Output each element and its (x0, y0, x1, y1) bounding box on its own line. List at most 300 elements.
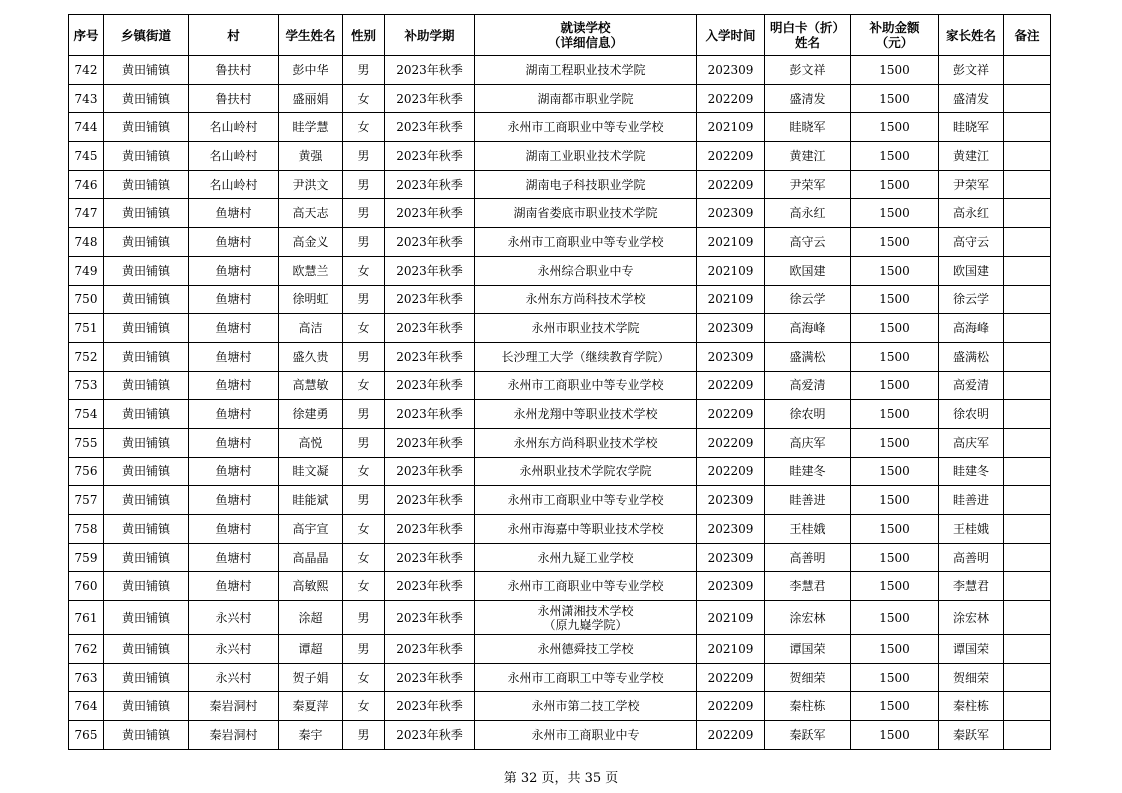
cell-amount: 1500 (851, 314, 939, 343)
cell-gender: 女 (343, 543, 385, 572)
cell-enroll-date: 202109 (697, 113, 765, 142)
subsidy-table (68, 14, 1051, 750)
cell-remark (1004, 428, 1051, 457)
cell-town: 黄田铺镇 (104, 400, 189, 429)
cell-remark (1004, 721, 1051, 750)
cell-card-name: 谭国荣 (765, 635, 851, 664)
cell-amount: 1500 (851, 400, 939, 429)
cell-amount: 1500 (851, 113, 939, 142)
cell-amount: 1500 (851, 635, 939, 664)
header-enroll-date: 入学时间 (697, 15, 765, 56)
cell-school-line: 湖南工程职业技术学院 (525, 62, 646, 77)
cell-school (475, 400, 697, 429)
cell-amount: 1500 (851, 457, 939, 486)
cell-parent-name: 黄建江 (939, 142, 1004, 171)
cell-school-line: 永州市海嘉中等职业技术学校 (507, 521, 664, 536)
cell-gender: 男 (343, 285, 385, 314)
cell-remark (1004, 113, 1051, 142)
cell-remark (1004, 572, 1051, 601)
cell-school (475, 142, 697, 171)
cell-card-name: 高海峰 (765, 314, 851, 343)
cell-village: 鱼塘村 (189, 285, 279, 314)
cell-parent-name: 彭文祥 (939, 56, 1004, 85)
cell-seq: 761 (69, 601, 104, 635)
table-row (69, 228, 1051, 257)
cell-term: 2023年秋季 (385, 371, 475, 400)
cell-gender: 男 (343, 400, 385, 429)
cell-school-line: 湖南都市职业学院 (537, 91, 634, 106)
cell-seq: 762 (69, 635, 104, 664)
table-row (69, 285, 1051, 314)
cell-student-name: 尹洪文 (279, 170, 343, 199)
cell-student-name: 高天志 (279, 199, 343, 228)
cell-student-name: 高洁 (279, 314, 343, 343)
cell-school (475, 721, 697, 750)
cell-card-name: 秦跃军 (765, 721, 851, 750)
table-row (69, 142, 1051, 171)
cell-school (475, 285, 697, 314)
cell-school (475, 56, 697, 85)
cell-village: 鲁扶村 (189, 84, 279, 113)
cell-seq: 754 (69, 400, 104, 429)
cell-gender: 男 (343, 601, 385, 635)
cell-student-name: 高宇宣 (279, 515, 343, 544)
cell-town: 黄田铺镇 (104, 199, 189, 228)
cell-school-line: 永州市第二技工学校 (531, 699, 640, 714)
cell-student-name: 高悦 (279, 428, 343, 457)
cell-card-name: 秦柱栋 (765, 692, 851, 721)
cell-seq: 751 (69, 314, 104, 343)
cell-parent-name: 高庆军 (939, 428, 1004, 457)
cell-remark (1004, 515, 1051, 544)
cell-student-name: 秦夏萍 (279, 692, 343, 721)
cell-student-name: 贺子娟 (279, 663, 343, 692)
cell-village: 鱼塘村 (189, 486, 279, 515)
cell-town: 黄田铺镇 (104, 228, 189, 257)
cell-enroll-date: 202309 (697, 199, 765, 228)
cell-enroll-date: 202309 (697, 342, 765, 371)
cell-school-line: 永州市工商职业中等专业学校 (507, 120, 664, 135)
cell-amount: 1500 (851, 371, 939, 400)
cell-town: 黄田铺镇 (104, 721, 189, 750)
cell-student-name: 盛久贵 (279, 342, 343, 371)
cell-enroll-date: 202209 (697, 170, 765, 199)
cell-student-name: 高金义 (279, 228, 343, 257)
cell-town: 黄田铺镇 (104, 635, 189, 664)
cell-seq: 760 (69, 572, 104, 601)
cell-remark (1004, 400, 1051, 429)
cell-school-line: 长沙理工大学（继续教育学院） (501, 349, 670, 364)
cell-village: 鱼塘村 (189, 543, 279, 572)
cell-card-name: 眭善进 (765, 486, 851, 515)
header-gender: 性别 (343, 15, 385, 56)
cell-gender: 男 (343, 342, 385, 371)
cell-parent-name: 欧国建 (939, 256, 1004, 285)
cell-seq: 765 (69, 721, 104, 750)
cell-term: 2023年秋季 (385, 314, 475, 343)
cell-enroll-date: 202309 (697, 314, 765, 343)
cell-school (475, 256, 697, 285)
cell-village: 永兴村 (189, 601, 279, 635)
cell-student-name: 谭超 (279, 635, 343, 664)
cell-seq: 750 (69, 285, 104, 314)
cell-village: 鱼塘村 (189, 256, 279, 285)
cell-seq: 747 (69, 199, 104, 228)
header-row (69, 15, 1051, 56)
cell-enroll-date: 202209 (697, 400, 765, 429)
cell-remark (1004, 142, 1051, 171)
cell-card-name: 徐农明 (765, 400, 851, 429)
cell-school-line: 永州市工商职业中等专业学校 (507, 579, 664, 594)
cell-village: 秦岩洞村 (189, 692, 279, 721)
cell-parent-name: 王桂娥 (939, 515, 1004, 544)
cell-enroll-date: 202109 (697, 228, 765, 257)
cell-enroll-date: 202309 (697, 543, 765, 572)
table-row (69, 428, 1051, 457)
cell-student-name: 高敏熙 (279, 572, 343, 601)
cell-card-name: 李慧君 (765, 572, 851, 601)
table-row (69, 56, 1051, 85)
cell-town: 黄田铺镇 (104, 256, 189, 285)
cell-gender: 男 (343, 228, 385, 257)
cell-remark (1004, 314, 1051, 343)
cell-village: 鲁扶村 (189, 56, 279, 85)
table-row (69, 543, 1051, 572)
cell-school (475, 515, 697, 544)
cell-student-name: 高晶晶 (279, 543, 343, 572)
cell-enroll-date: 202109 (697, 285, 765, 314)
cell-student-name: 欧慧兰 (279, 256, 343, 285)
cell-village: 秦岩洞村 (189, 721, 279, 750)
header-seq: 序号 (69, 15, 104, 56)
cell-gender: 女 (343, 113, 385, 142)
cell-gender: 男 (343, 635, 385, 664)
cell-parent-name: 秦跃军 (939, 721, 1004, 750)
cell-term: 2023年秋季 (385, 56, 475, 85)
cell-term: 2023年秋季 (385, 721, 475, 750)
cell-enroll-date: 202209 (697, 457, 765, 486)
cell-school (475, 199, 697, 228)
cell-school-line: 湖南省娄底市职业技术学院 (513, 206, 658, 221)
cell-parent-name: 高爱清 (939, 371, 1004, 400)
cell-card-name: 涂宏林 (765, 601, 851, 635)
cell-remark (1004, 663, 1051, 692)
cell-amount: 1500 (851, 692, 939, 721)
cell-gender: 男 (343, 721, 385, 750)
cell-school (475, 486, 697, 515)
cell-amount: 1500 (851, 285, 939, 314)
cell-card-name: 盛清发 (765, 84, 851, 113)
cell-enroll-date: 202309 (697, 56, 765, 85)
cell-seq: 742 (69, 56, 104, 85)
cell-school-line: 永州综合职业中专 (537, 263, 634, 278)
cell-student-name: 眭文凝 (279, 457, 343, 486)
cell-school-line: 永州潇湘技术学校 (537, 603, 634, 618)
cell-school-line: 湖南工业职业技术学院 (525, 148, 646, 163)
table-row (69, 486, 1051, 515)
cell-parent-name: 高海峰 (939, 314, 1004, 343)
cell-term: 2023年秋季 (385, 400, 475, 429)
cell-gender: 女 (343, 572, 385, 601)
cell-seq: 759 (69, 543, 104, 572)
cell-village: 鱼塘村 (189, 371, 279, 400)
header-school-line1: 就读学校 (560, 20, 611, 35)
header-card-line2: 姓名 (794, 35, 820, 50)
cell-remark (1004, 457, 1051, 486)
cell-town: 黄田铺镇 (104, 342, 189, 371)
header-parent-name: 家长姓名 (939, 15, 1004, 56)
cell-student-name: 秦宇 (279, 721, 343, 750)
cell-card-name: 欧国建 (765, 256, 851, 285)
header-amount-line1: 补助金额 (869, 20, 920, 35)
cell-parent-name: 尹荣军 (939, 170, 1004, 199)
cell-student-name: 徐明虹 (279, 285, 343, 314)
cell-amount: 1500 (851, 428, 939, 457)
cell-school-line: 湖南电子科技职业学院 (525, 177, 646, 192)
cell-school (475, 314, 697, 343)
cell-student-name: 眭学慧 (279, 113, 343, 142)
cell-town: 黄田铺镇 (104, 285, 189, 314)
cell-town: 黄田铺镇 (104, 314, 189, 343)
cell-gender: 女 (343, 84, 385, 113)
cell-term: 2023年秋季 (385, 663, 475, 692)
cell-school (475, 113, 697, 142)
cell-student-name: 眭能斌 (279, 486, 343, 515)
cell-village: 鱼塘村 (189, 428, 279, 457)
cell-seq: 752 (69, 342, 104, 371)
cell-gender: 女 (343, 256, 385, 285)
cell-village: 鱼塘村 (189, 572, 279, 601)
cell-parent-name: 盛清发 (939, 84, 1004, 113)
cell-town: 黄田铺镇 (104, 371, 189, 400)
cell-school-line: 永州市职业技术学院 (531, 321, 640, 336)
cell-remark (1004, 256, 1051, 285)
cell-card-name: 高爱清 (765, 371, 851, 400)
cell-gender: 男 (343, 56, 385, 85)
cell-parent-name: 高永红 (939, 199, 1004, 228)
cell-gender: 男 (343, 170, 385, 199)
cell-card-name: 尹荣军 (765, 170, 851, 199)
cell-remark (1004, 543, 1051, 572)
cell-gender: 男 (343, 199, 385, 228)
cell-remark (1004, 56, 1051, 85)
header-remark: 备注 (1004, 15, 1051, 56)
cell-card-name: 眭建冬 (765, 457, 851, 486)
table-row (69, 572, 1051, 601)
cell-card-name: 王桂娥 (765, 515, 851, 544)
cell-term: 2023年秋季 (385, 572, 475, 601)
cell-village: 名山岭村 (189, 142, 279, 171)
cell-term: 2023年秋季 (385, 285, 475, 314)
cell-school-line: 永州九疑工业学校 (537, 550, 634, 565)
cell-card-name: 高善明 (765, 543, 851, 572)
cell-card-name: 徐云学 (765, 285, 851, 314)
cell-student-name: 黄强 (279, 142, 343, 171)
cell-school-line: 永州龙翔中等职业技术学校 (513, 407, 658, 422)
cell-remark (1004, 692, 1051, 721)
cell-remark (1004, 228, 1051, 257)
cell-town: 黄田铺镇 (104, 601, 189, 635)
cell-enroll-date: 202309 (697, 486, 765, 515)
cell-term: 2023年秋季 (385, 228, 475, 257)
cell-village: 鱼塘村 (189, 342, 279, 371)
table-row (69, 515, 1051, 544)
cell-enroll-date: 202209 (697, 84, 765, 113)
cell-amount: 1500 (851, 199, 939, 228)
cell-remark (1004, 84, 1051, 113)
cell-parent-name: 贺细荣 (939, 663, 1004, 692)
cell-seq: 744 (69, 113, 104, 142)
table-row (69, 400, 1051, 429)
cell-village: 名山岭村 (189, 170, 279, 199)
cell-village: 鱼塘村 (189, 228, 279, 257)
cell-seq: 749 (69, 256, 104, 285)
cell-enroll-date: 202109 (697, 601, 765, 635)
table-row (69, 692, 1051, 721)
cell-town: 黄田铺镇 (104, 142, 189, 171)
cell-amount: 1500 (851, 342, 939, 371)
cell-parent-name: 李慧君 (939, 572, 1004, 601)
cell-card-name: 高庆军 (765, 428, 851, 457)
cell-parent-name: 高守云 (939, 228, 1004, 257)
cell-parent-name: 谭国荣 (939, 635, 1004, 664)
cell-seq: 764 (69, 692, 104, 721)
cell-term: 2023年秋季 (385, 84, 475, 113)
header-amount (851, 15, 939, 56)
cell-remark (1004, 371, 1051, 400)
cell-seq: 755 (69, 428, 104, 457)
cell-remark (1004, 342, 1051, 371)
cell-term: 2023年秋季 (385, 256, 475, 285)
cell-student-name: 高慧敏 (279, 371, 343, 400)
cell-school (475, 635, 697, 664)
cell-amount: 1500 (851, 663, 939, 692)
cell-amount: 1500 (851, 486, 939, 515)
cell-village: 永兴村 (189, 635, 279, 664)
page-footer: 第 32 页，共 35 页 (503, 771, 619, 786)
cell-town: 黄田铺镇 (104, 428, 189, 457)
table-row (69, 199, 1051, 228)
cell-school (475, 663, 697, 692)
cell-gender: 女 (343, 371, 385, 400)
cell-parent-name: 徐农明 (939, 400, 1004, 429)
cell-school (475, 543, 697, 572)
table-row (69, 314, 1051, 343)
cell-seq: 743 (69, 84, 104, 113)
cell-enroll-date: 202309 (697, 515, 765, 544)
cell-card-name: 高守云 (765, 228, 851, 257)
cell-school-line: 永州东方尚科技术学校 (525, 292, 646, 307)
cell-village: 永兴村 (189, 663, 279, 692)
header-town: 乡镇街道 (104, 15, 189, 56)
table-row (69, 342, 1051, 371)
cell-term: 2023年秋季 (385, 199, 475, 228)
table-row (69, 663, 1051, 692)
cell-amount: 1500 (851, 170, 939, 199)
cell-remark (1004, 285, 1051, 314)
cell-seq: 758 (69, 515, 104, 544)
cell-amount: 1500 (851, 84, 939, 113)
table-row (69, 601, 1051, 635)
header-card-line1: 明白卡（折） (769, 20, 845, 35)
cell-town: 黄田铺镇 (104, 543, 189, 572)
table-row (69, 635, 1051, 664)
header-subsidy-term: 补助学期 (385, 15, 475, 56)
cell-town: 黄田铺镇 (104, 113, 189, 142)
cell-parent-name: 眭善进 (939, 486, 1004, 515)
cell-enroll-date: 202109 (697, 635, 765, 664)
cell-gender: 男 (343, 486, 385, 515)
cell-gender: 女 (343, 314, 385, 343)
cell-parent-name: 涂宏林 (939, 601, 1004, 635)
cell-card-name: 黄建江 (765, 142, 851, 171)
cell-gender: 男 (343, 428, 385, 457)
cell-seq: 748 (69, 228, 104, 257)
cell-amount: 1500 (851, 228, 939, 257)
cell-term: 2023年秋季 (385, 170, 475, 199)
cell-village: 名山岭村 (189, 113, 279, 142)
cell-enroll-date: 202209 (697, 428, 765, 457)
cell-card-name: 贺细荣 (765, 663, 851, 692)
cell-town: 黄田铺镇 (104, 457, 189, 486)
cell-remark (1004, 601, 1051, 635)
cell-school (475, 601, 697, 635)
cell-gender: 女 (343, 692, 385, 721)
cell-town: 黄田铺镇 (104, 663, 189, 692)
cell-village: 鱼塘村 (189, 457, 279, 486)
header-school (475, 15, 697, 56)
table-row (69, 371, 1051, 400)
header-card-name (765, 15, 851, 56)
cell-town: 黄田铺镇 (104, 572, 189, 601)
cell-card-name: 眭晓军 (765, 113, 851, 142)
cell-remark (1004, 635, 1051, 664)
table-row (69, 113, 1051, 142)
cell-school (475, 457, 697, 486)
cell-school-line: （原九嶷学院） (543, 617, 628, 632)
cell-enroll-date: 202209 (697, 663, 765, 692)
cell-school-line: 永州市工商职业中专 (531, 727, 640, 742)
cell-card-name: 盛满松 (765, 342, 851, 371)
cell-enroll-date: 202209 (697, 142, 765, 171)
cell-amount: 1500 (851, 256, 939, 285)
header-village: 村 (189, 15, 279, 56)
cell-school (475, 572, 697, 601)
cell-term: 2023年秋季 (385, 113, 475, 142)
cell-parent-name: 秦柱栋 (939, 692, 1004, 721)
cell-seq: 756 (69, 457, 104, 486)
cell-enroll-date: 202209 (697, 692, 765, 721)
cell-term: 2023年秋季 (385, 515, 475, 544)
cell-term: 2023年秋季 (385, 342, 475, 371)
cell-amount: 1500 (851, 721, 939, 750)
cell-school-line: 永州市工商职工中等专业学校 (507, 670, 664, 685)
cell-parent-name: 高善明 (939, 543, 1004, 572)
cell-card-name: 彭文祥 (765, 56, 851, 85)
cell-school (475, 692, 697, 721)
cell-remark (1004, 486, 1051, 515)
cell-amount: 1500 (851, 515, 939, 544)
cell-school-line: 永州职业技术学院农学院 (519, 464, 652, 479)
cell-term: 2023年秋季 (385, 457, 475, 486)
cell-town: 黄田铺镇 (104, 515, 189, 544)
cell-school-line: 永州市工商职业中等专业学校 (507, 234, 664, 249)
header-amount-line2: （元） (875, 35, 914, 50)
cell-village: 鱼塘村 (189, 199, 279, 228)
cell-school (475, 84, 697, 113)
cell-town: 黄田铺镇 (104, 56, 189, 85)
cell-enroll-date: 202209 (697, 721, 765, 750)
